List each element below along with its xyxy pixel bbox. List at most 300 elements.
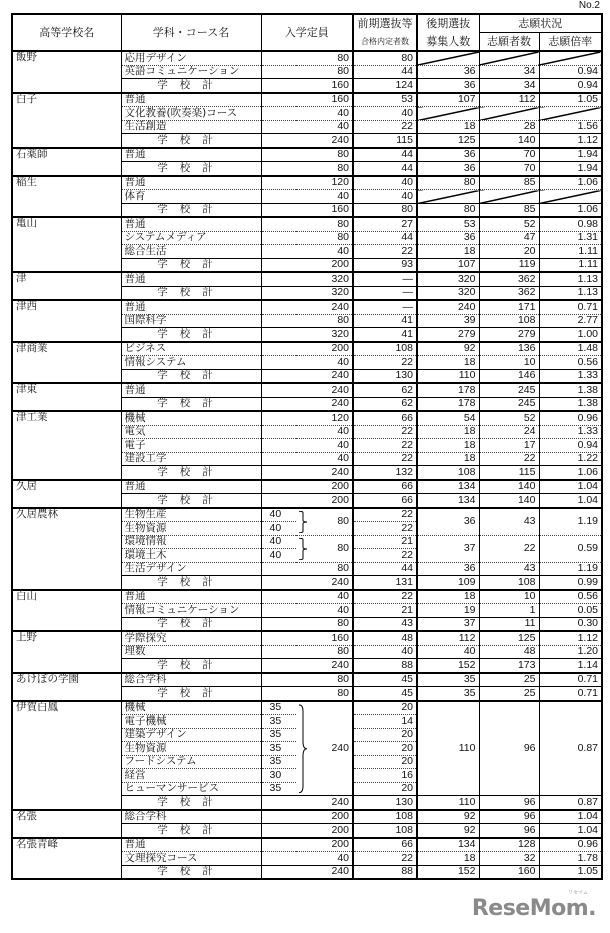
total-early: 88 [353, 865, 417, 879]
table-row [12, 383, 602, 397]
course-name: 環境情報 [121, 535, 261, 549]
total-applicants: 160 [479, 865, 539, 879]
total-ratio: 1.38 [539, 397, 602, 411]
course-capacity: 35 [261, 715, 296, 729]
early-admitted: 22 [353, 522, 417, 536]
total-ratio: 1.05 [539, 865, 602, 879]
applicants: 10 [479, 590, 539, 604]
capacity: 40 [261, 604, 353, 618]
applicants: 32 [479, 852, 539, 866]
table-row [12, 810, 602, 824]
applicants: 25 [479, 673, 539, 687]
course-name: 総合生活 [121, 245, 261, 259]
course-name: システムメディア [121, 231, 261, 245]
total-ratio: 1.13 [539, 286, 602, 300]
capacity: 200 [261, 342, 353, 356]
school-name: 飯野 [12, 51, 121, 93]
course-name: 生物資源 [121, 742, 261, 756]
total-label: 学校計 [121, 824, 261, 838]
total-early: 88 [353, 659, 417, 673]
capacity: 240 [261, 300, 353, 314]
school-name: 名張 [12, 810, 121, 838]
total-applicants: 85 [479, 203, 539, 217]
applicants: 22 [479, 535, 539, 562]
total-ratio: 0.71 [539, 687, 602, 701]
course-name: 普通 [121, 93, 261, 107]
total-label: 学校計 [121, 286, 261, 300]
total-label: 学校計 [121, 369, 261, 383]
ratio: 0.71 [539, 673, 602, 687]
course-capacity: 40 [261, 522, 296, 536]
late-quota: 18 [417, 452, 479, 466]
ratio: 1.11 [539, 245, 602, 259]
total-label: 学校計 [121, 79, 261, 93]
total-applicants: 173 [479, 659, 539, 673]
ratio: 1.12 [539, 631, 602, 645]
total-early: 130 [353, 796, 417, 810]
ratio: 1.06 [539, 176, 602, 190]
late-quota: 92 [417, 342, 479, 356]
capacity: 40 [261, 590, 353, 604]
course-name: ヒューマンサービス [121, 782, 261, 796]
early-admitted: 22 [353, 120, 417, 134]
late-quota: 36 [417, 65, 479, 79]
total-early: 132 [353, 466, 417, 480]
late-quota: 36 [417, 231, 479, 245]
course-name: 普通 [121, 217, 261, 231]
total-early: ― [353, 286, 417, 300]
applicants: 140 [479, 480, 539, 494]
capacity: 40 [261, 852, 353, 866]
total-ratio: 1.06 [539, 203, 602, 217]
capacity: 40 [261, 452, 353, 466]
ratio: 1.13 [539, 272, 602, 286]
ratio: 0.96 [539, 411, 602, 425]
table-row [12, 93, 602, 107]
total-late: 107 [417, 258, 479, 272]
total-applicants: 279 [479, 328, 539, 342]
total-ratio: 1.00 [539, 328, 602, 342]
early-admitted: 80 [353, 51, 417, 65]
early-admitted: 22 [353, 590, 417, 604]
capacity: 80 [261, 645, 353, 659]
total-applicants: 362 [479, 286, 539, 300]
capacity: 240 [261, 383, 353, 397]
ratio: 1.04 [539, 810, 602, 824]
total-capacity: 240 [261, 369, 353, 383]
early-admitted: 20 [353, 742, 417, 756]
applicants: 43 [479, 562, 539, 576]
total-label: 学校計 [121, 659, 261, 673]
course-name: 生活デザイン [121, 562, 261, 576]
capacity: 40 [261, 107, 353, 121]
total-ratio: 0.94 [539, 79, 602, 93]
school-name: 名張青峰 [12, 838, 121, 880]
total-early: 62 [353, 397, 417, 411]
early-admitted: 22 [353, 425, 417, 439]
applicants: 128 [479, 838, 539, 852]
total-capacity: 160 [261, 203, 353, 217]
late-quota [417, 107, 479, 121]
school-name: 津商業 [12, 342, 121, 384]
course-name: 経営 [121, 769, 261, 783]
total-applicants: 34 [479, 79, 539, 93]
school-name: 上野 [12, 631, 121, 673]
applicants: 245 [479, 383, 539, 397]
early-admitted: 22 [353, 549, 417, 563]
total-capacity: 200 [261, 494, 353, 508]
total-early: 80 [353, 203, 417, 217]
brace-icon [298, 704, 308, 794]
course-name: 情報システム [121, 356, 261, 370]
total-label: 学校計 [121, 576, 261, 590]
total-applicants: 245 [479, 397, 539, 411]
total-capacity: 200 [261, 258, 353, 272]
late-quota: 107 [417, 93, 479, 107]
applicants: 108 [479, 314, 539, 328]
total-ratio: 1.06 [539, 466, 602, 480]
capacity: 40 [261, 356, 353, 370]
header-status: 志願状況 [479, 14, 602, 33]
group-capacity: 240 [296, 701, 353, 796]
capacity: 80 [261, 217, 353, 231]
total-late: 152 [417, 865, 479, 879]
early-admitted: 27 [353, 217, 417, 231]
group-capacity: 80 [296, 535, 353, 562]
table-row [12, 590, 602, 604]
capacity: 160 [261, 631, 353, 645]
table-row [12, 411, 602, 425]
course-name: 普通 [121, 590, 261, 604]
table-row [12, 300, 602, 314]
early-admitted: 48 [353, 631, 417, 645]
ratio: 0.05 [539, 604, 602, 618]
school-name: 白子 [12, 93, 121, 148]
total-late: 109 [417, 576, 479, 590]
course-name: 建設工学 [121, 452, 261, 466]
course-name: 機械 [121, 411, 261, 425]
early-admitted: 108 [353, 810, 417, 824]
applicants: 136 [479, 342, 539, 356]
applicants: 48 [479, 645, 539, 659]
total-ratio: 0.99 [539, 576, 602, 590]
total-late: 36 [417, 162, 479, 176]
early-admitted: 22 [353, 852, 417, 866]
total-early: 115 [353, 134, 417, 148]
school-name: 伊賀白鳳 [12, 701, 121, 810]
ratio: 1.48 [539, 342, 602, 356]
late-quota: 18 [417, 356, 479, 370]
table-row [12, 176, 602, 190]
course-name: 生活創造 [121, 120, 261, 134]
late-quota: 36 [417, 148, 479, 162]
total-applicants: 119 [479, 258, 539, 272]
early-admitted: 44 [353, 148, 417, 162]
total-late: 110 [417, 369, 479, 383]
school-name: 久居農林 [12, 508, 121, 590]
total-capacity: 200 [261, 824, 353, 838]
early-admitted: 108 [353, 342, 417, 356]
late-quota [417, 190, 479, 204]
ratio [539, 107, 602, 121]
table-row [12, 342, 602, 356]
total-late: 125 [417, 134, 479, 148]
ratio: 0.87 [539, 701, 602, 796]
total-applicants: 140 [479, 134, 539, 148]
early-admitted: 44 [353, 65, 417, 79]
total-label: 学校計 [121, 328, 261, 342]
total-capacity: 160 [261, 79, 353, 93]
total-applicants: 140 [479, 494, 539, 508]
admission-table [11, 13, 603, 880]
applicants: 22 [479, 452, 539, 466]
total-ratio: 1.33 [539, 369, 602, 383]
total-label: 学校計 [121, 162, 261, 176]
early-admitted: 45 [353, 673, 417, 687]
ratio: 0.94 [539, 439, 602, 453]
ratio: 1.94 [539, 148, 602, 162]
course-name: 普通 [121, 838, 261, 852]
total-ratio: 1.04 [539, 824, 602, 838]
capacity: 80 [261, 51, 353, 65]
course-name: ビジネス [121, 342, 261, 356]
capacity: 80 [261, 314, 353, 328]
ratio: 0.56 [539, 356, 602, 370]
course-name: フードシステム [121, 755, 261, 769]
total-late: 152 [417, 659, 479, 673]
course-capacity: 40 [261, 508, 296, 522]
late-quota: 178 [417, 383, 479, 397]
applicants: 17 [479, 439, 539, 453]
applicants: 96 [479, 810, 539, 824]
applicants: 28 [479, 120, 539, 134]
total-capacity: 80 [261, 162, 353, 176]
ratio: 1.05 [539, 93, 602, 107]
total-capacity: 240 [261, 397, 353, 411]
ratio: 1.19 [539, 562, 602, 576]
early-admitted: 40 [353, 107, 417, 121]
total-late: 36 [417, 79, 479, 93]
course-name: 総合学科 [121, 810, 261, 824]
total-label: 学校計 [121, 617, 261, 631]
header-capacity: 入学定員 [261, 14, 353, 51]
early-admitted: 16 [353, 769, 417, 783]
header-late-sub: 募集人数 [417, 33, 479, 52]
total-early: 43 [353, 617, 417, 631]
total-capacity: 240 [261, 659, 353, 673]
late-quota: 18 [417, 245, 479, 259]
course-name: 学際探究 [121, 631, 261, 645]
course-name: 文化教養(吹奏楽)コース [121, 107, 261, 121]
total-ratio: 1.14 [539, 659, 602, 673]
course-capacity: 35 [261, 728, 296, 742]
header-ratio: 志願倍率 [539, 33, 602, 52]
table-row [12, 631, 602, 645]
total-ratio: 0.87 [539, 796, 602, 810]
capacity: 40 [261, 190, 353, 204]
school-name: 久居 [12, 480, 121, 508]
early-admitted: 21 [353, 604, 417, 618]
ratio: 1.38 [539, 383, 602, 397]
total-late: 279 [417, 328, 479, 342]
ratio: 0.94 [539, 65, 602, 79]
course-name: 電子 [121, 439, 261, 453]
early-admitted: 44 [353, 231, 417, 245]
capacity: 40 [261, 439, 353, 453]
late-quota: 18 [417, 120, 479, 134]
ratio: 1.33 [539, 425, 602, 439]
total-late: 35 [417, 687, 479, 701]
page-number: No.2 [578, 0, 600, 11]
course-name: 電気 [121, 425, 261, 439]
course-capacity: 40 [261, 535, 296, 549]
total-early: 66 [353, 494, 417, 508]
school-name: 石薬師 [12, 148, 121, 176]
total-label: 学校計 [121, 796, 261, 810]
ratio: 1.22 [539, 452, 602, 466]
early-admitted: ― [353, 300, 417, 314]
total-applicants: 25 [479, 687, 539, 701]
early-admitted: 40 [353, 176, 417, 190]
logo-ruby: リセマム [568, 890, 588, 896]
course-name: 英語コミュニケーション [121, 65, 261, 79]
total-applicants: 96 [479, 824, 539, 838]
header-early-sub: 合格内定者数 [353, 33, 417, 52]
ratio: 0.96 [539, 838, 602, 852]
course-name: 普通 [121, 272, 261, 286]
table-row [12, 673, 602, 687]
late-quota [417, 51, 479, 65]
course-name: 文理探究コース [121, 852, 261, 866]
early-admitted: 62 [353, 383, 417, 397]
total-ratio: 1.94 [539, 162, 602, 176]
early-admitted: ― [353, 272, 417, 286]
capacity: 80 [261, 148, 353, 162]
late-quota: 80 [417, 176, 479, 190]
table-body [12, 51, 602, 879]
late-quota: 320 [417, 272, 479, 286]
applicants: 96 [479, 701, 539, 796]
total-early: 130 [353, 369, 417, 383]
resemom-logo: ReseMom. [471, 896, 596, 921]
total-late: 108 [417, 466, 479, 480]
total-applicants: 70 [479, 162, 539, 176]
applicants [479, 107, 539, 121]
applicants: 171 [479, 300, 539, 314]
ratio: 0.71 [539, 300, 602, 314]
ratio [539, 51, 602, 65]
total-label: 学校計 [121, 494, 261, 508]
late-quota: 18 [417, 852, 479, 866]
school-name: 亀山 [12, 217, 121, 272]
total-label: 学校計 [121, 258, 261, 272]
school-name: あけぼの学園 [12, 673, 121, 701]
total-capacity: 240 [261, 466, 353, 480]
capacity: 80 [261, 673, 353, 687]
capacity: 80 [261, 562, 353, 576]
applicants [479, 51, 539, 65]
early-admitted: 66 [353, 411, 417, 425]
applicants: 10 [479, 356, 539, 370]
header-late: 後期選抜 [417, 14, 479, 33]
applicants: 43 [479, 508, 539, 536]
capacity: 80 [261, 231, 353, 245]
late-quota: 53 [417, 217, 479, 231]
total-early: 41 [353, 328, 417, 342]
total-capacity: 240 [261, 796, 353, 810]
late-quota: 37 [417, 535, 479, 562]
total-early: 45 [353, 687, 417, 701]
total-applicants: 115 [479, 466, 539, 480]
table-row [12, 480, 602, 494]
course-name: 情報コミュニケーション [121, 604, 261, 618]
total-applicants: 96 [479, 796, 539, 810]
capacity: 200 [261, 480, 353, 494]
table-row [12, 838, 602, 852]
applicants: 52 [479, 217, 539, 231]
school-name: 稲生 [12, 176, 121, 218]
late-quota: 36 [417, 562, 479, 576]
late-quota: 134 [417, 838, 479, 852]
capacity: 120 [261, 411, 353, 425]
table-row [12, 148, 602, 162]
course-name: 建築デザイン [121, 728, 261, 742]
early-admitted: 40 [353, 645, 417, 659]
ratio: 1.20 [539, 645, 602, 659]
course-name: 理数 [121, 645, 261, 659]
header-applicants: 志願者数 [479, 33, 539, 52]
course-capacity: 40 [261, 549, 296, 563]
early-admitted: 66 [353, 838, 417, 852]
course-name: 国際科学 [121, 314, 261, 328]
course-name: 生物生産 [121, 508, 261, 522]
total-ratio: 1.11 [539, 258, 602, 272]
total-early: 108 [353, 824, 417, 838]
school-name: 津東 [12, 383, 121, 411]
early-admitted: 22 [353, 439, 417, 453]
total-early: 93 [353, 258, 417, 272]
school-name: 津西 [12, 300, 121, 342]
late-quota: 39 [417, 314, 479, 328]
course-name: 応用デザイン [121, 51, 261, 65]
capacity: 200 [261, 838, 353, 852]
applicants: 47 [479, 231, 539, 245]
total-early: 124 [353, 79, 417, 93]
school-name: 白山 [12, 590, 121, 632]
course-name: 普通 [121, 383, 261, 397]
course-capacity: 35 [261, 782, 296, 796]
ratio: 0.56 [539, 590, 602, 604]
total-late: 178 [417, 397, 479, 411]
late-quota: 18 [417, 425, 479, 439]
total-label: 学校計 [121, 134, 261, 148]
school-name: 津 [12, 272, 121, 300]
early-admitted: 20 [353, 728, 417, 742]
applicants: 20 [479, 245, 539, 259]
total-capacity: 320 [261, 328, 353, 342]
late-quota: 40 [417, 645, 479, 659]
early-admitted: 40 [353, 190, 417, 204]
course-name: 普通 [121, 480, 261, 494]
total-early: 131 [353, 576, 417, 590]
total-late: 110 [417, 796, 479, 810]
course-capacity: 30 [261, 769, 296, 783]
header-early: 前期選抜等 [353, 14, 417, 33]
late-quota: 19 [417, 604, 479, 618]
course-capacity: 35 [261, 701, 296, 715]
early-admitted: 20 [353, 701, 417, 715]
capacity: 40 [261, 120, 353, 134]
